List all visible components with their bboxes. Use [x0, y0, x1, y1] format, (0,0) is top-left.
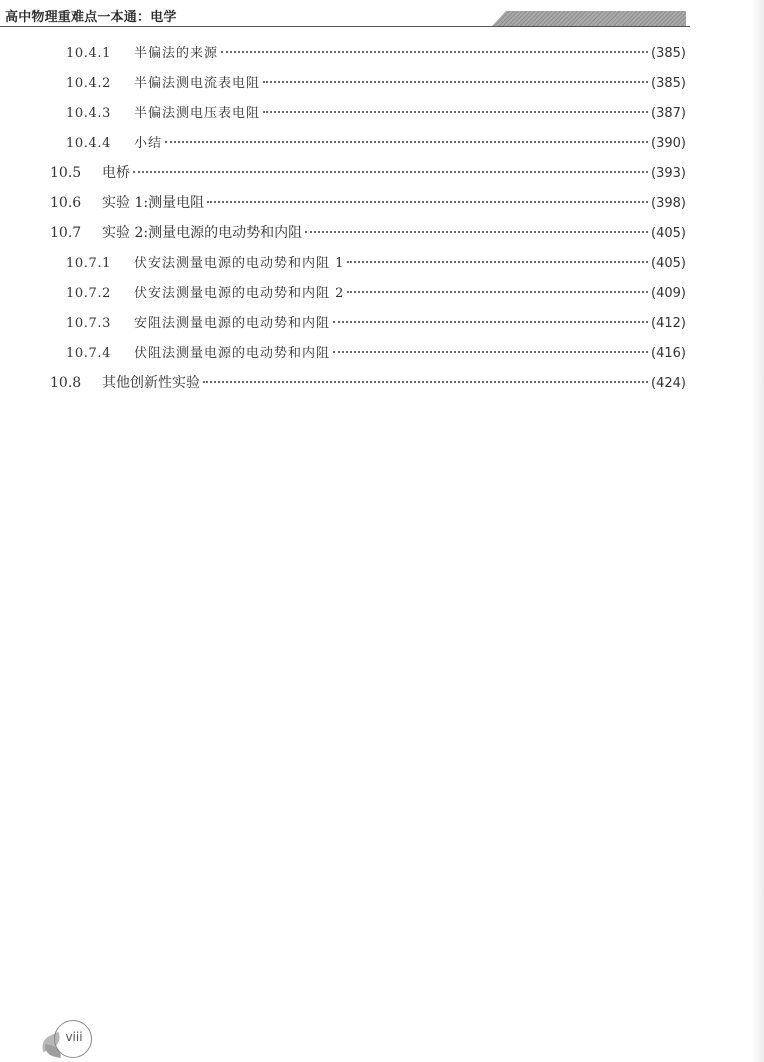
toc-entry-page: (385) — [651, 46, 686, 61]
toc-leader-dots — [165, 141, 648, 143]
toc-entry[interactable] — [50, 222, 686, 244]
toc-entry[interactable] — [50, 192, 686, 214]
toc-entry[interactable] — [66, 282, 686, 304]
toc-entry-number: 10.7.2 — [66, 286, 111, 301]
toc-entry[interactable] — [66, 72, 686, 94]
header-decorative-band — [492, 11, 686, 26]
toc-entry-title: 半偏法测电压表电阻 — [134, 106, 261, 121]
toc-entry-title: 实验 2:测量电源的电动势和内阻 — [102, 225, 303, 241]
toc-entry[interactable] — [66, 342, 686, 364]
book-title: 高中物理重难点一本通：电学 — [5, 10, 177, 25]
toc-entry[interactable] — [50, 162, 686, 184]
toc-entry-number: 10.4.2 — [66, 76, 111, 91]
toc-leader-dots — [333, 321, 648, 323]
toc-leader-dots — [263, 81, 648, 83]
toc-entry-title: 其他创新性实验 — [102, 375, 200, 391]
toc-entry-title: 伏安法测量电源的电动势和内阻 1 — [134, 256, 345, 271]
toc-entry-title: 安阻法测量电源的电动势和内阻 — [134, 316, 331, 331]
toc-leader-dots — [333, 351, 648, 353]
toc-entry-number: 10.7.1 — [66, 256, 111, 271]
toc-leader-dots — [263, 111, 648, 113]
toc-entry-number: 10.4.3 — [66, 106, 111, 121]
page-number-badge — [38, 1016, 98, 1060]
toc-entry-number: 10.8 — [50, 375, 82, 391]
toc-entry-page: (387) — [651, 106, 686, 121]
toc-leader-dots — [133, 171, 648, 173]
toc-entry-page: (385) — [651, 76, 686, 91]
toc-entry-title: 电桥 — [102, 165, 130, 181]
toc-leader-dots — [207, 201, 648, 203]
toc-entry-title: 实验 1:测量电阻 — [102, 195, 205, 211]
toc-entry-page: (405) — [651, 256, 686, 271]
toc-entry-page: (424) — [651, 376, 686, 391]
toc-entry[interactable] — [66, 312, 686, 334]
page-number: viii — [65, 1030, 83, 1044]
toc-entry-number: 10.7.4 — [66, 346, 111, 361]
toc-entry-page: (416) — [651, 346, 686, 361]
toc-entry-title: 小结 — [134, 136, 163, 151]
toc-leader-dots — [347, 291, 648, 293]
toc-entry-number: 10.5 — [50, 165, 82, 181]
toc-entry-number: 10.4.1 — [66, 46, 111, 61]
toc-entry[interactable] — [66, 102, 686, 124]
toc-entry-page: (390) — [651, 136, 686, 151]
toc-entry[interactable] — [66, 252, 686, 274]
toc-entry-title: 半偏法测电流表电阻 — [134, 76, 261, 91]
toc-entry-number: 10.6 — [50, 195, 82, 211]
header-rule — [0, 26, 690, 27]
toc-entry[interactable] — [66, 132, 686, 154]
page-header — [0, 0, 764, 28]
toc-entry-page: (409) — [651, 286, 686, 301]
page-edge-shadow — [752, 0, 764, 1062]
toc-entry-page: (412) — [651, 316, 686, 331]
toc-entry-number: 10.4.4 — [66, 136, 111, 151]
toc-entry-title: 半偏法的来源 — [134, 46, 219, 61]
toc-entry-title: 伏安法测量电源的电动势和内阻 2 — [134, 286, 345, 301]
toc-entry-page: (393) — [651, 166, 686, 181]
toc-entry-number: 10.7 — [50, 225, 82, 241]
toc-leader-dots — [221, 51, 648, 53]
toc-entry-page: (398) — [651, 196, 686, 211]
toc-entry-number: 10.7.3 — [66, 316, 111, 331]
toc-entry-page: (405) — [651, 226, 686, 241]
toc-entry[interactable] — [50, 372, 686, 394]
toc-leader-dots — [347, 261, 648, 263]
toc-leader-dots — [305, 231, 648, 233]
toc-entry-title: 伏阻法测量电源的电动势和内阻 — [134, 346, 331, 361]
toc-entry[interactable] — [66, 42, 686, 64]
toc-leader-dots — [203, 381, 648, 383]
